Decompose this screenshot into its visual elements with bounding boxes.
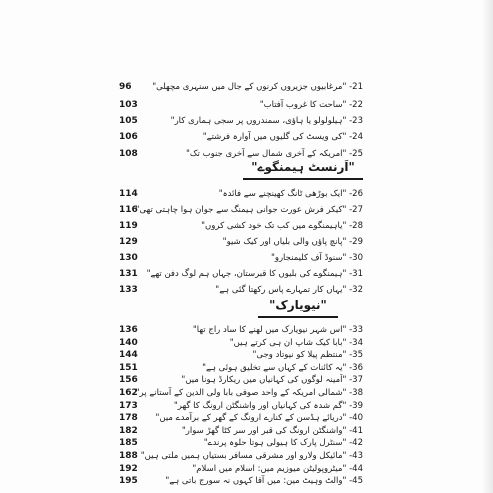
page-number: 195 [119, 476, 138, 487]
page-number: 188 [119, 451, 138, 461]
toc-entry [0, 98, 493, 112]
page-number: 105 [119, 116, 138, 126]
toc-entry [0, 475, 493, 487]
toc-entry [0, 374, 493, 386]
entry-title: 31- "ہیمنگوے کی بلیوں کا قبرستان، جہاں ہم لوگ دفن تھے" [146, 269, 363, 279]
toc-entry [0, 362, 493, 374]
toc-entry [0, 400, 493, 412]
entry-title: 26- "ایک بوڑھی ٹانگ کھینچنے سے فائدہ" [218, 189, 363, 199]
toc-entry [0, 235, 493, 249]
page-number: 130 [119, 253, 138, 263]
entry-title: 44- "میٹروپولیٹن میوزیم میں: اسلام میں اسلام" [192, 463, 363, 474]
entry-title: 36- "یہ کائنات کے کہاں سے تخلیق ہوئی ہے" [202, 362, 363, 373]
page-number: 119 [119, 221, 138, 231]
toc-entry [0, 147, 493, 161]
heading-underline [243, 178, 363, 180]
heading-underline [258, 316, 338, 318]
entry-title: 32- "یہاں کار تمہارے پاس رکھتا گئی ہے" [215, 285, 363, 295]
page-number: 133 [119, 285, 138, 295]
page-number: 116 [119, 205, 138, 215]
toc-entry [0, 437, 493, 449]
toc-entry [0, 337, 493, 349]
entry-title: 23- "ہیلولولو یا ہاؤی، سمندروں پر سجی ہماری کار" [170, 116, 363, 126]
entry-title: 21- "مرغابیوں جزیروں کرنوں کے جال میں سنہری مچھلی" [152, 82, 363, 92]
page-number: 108 [119, 149, 138, 159]
entry-title: 39- "گم شدہ کی کہانیاں اور واشنگٹن ارونگ کا گھر" [173, 400, 363, 411]
toc-entry [0, 324, 493, 336]
entry-title: 22- "ساحت کا غروب آفتاب" [259, 100, 363, 110]
page-number: 178 [119, 413, 138, 424]
section-heading: "اَرنسٹ ہیمنگوے" [251, 160, 355, 174]
page-number: 144 [119, 350, 138, 361]
entry-title: 24- "کی ویسٹ کی گلیوں میں آوارہ فرشتے" [202, 132, 363, 142]
entry-title: 37- "اَمینہ لوگوں کی کہانیاں میں ریکارڈ ہونا میں" [181, 375, 363, 386]
page-number: 140 [119, 337, 138, 348]
page-number: 173 [119, 400, 138, 411]
toc-entry [0, 283, 493, 297]
page-number: 162 [119, 388, 138, 398]
entry-title: 28- "یاہیمنگوے میں کب تک خود کشی کروں" [201, 221, 363, 231]
toc-entry [0, 425, 493, 437]
entry-title: 33- "اس شہر نیویارک میں لھنے کا ساد راج تھا" [192, 325, 363, 335]
toc-entry [0, 130, 493, 144]
entry-title: 38- "شمالی امریکہ کے واحد صوفی بابا ولی الدین کے آستانے پر" [135, 388, 363, 398]
entry-title: 30- "سنوڈ آف کلیمنجارو" [270, 253, 363, 263]
toc-entry [0, 463, 493, 475]
toc-entry [0, 412, 493, 424]
toc-entry [0, 387, 493, 399]
toc-entry [0, 187, 493, 201]
entry-title: 29- "پانچ پاؤں والی بلیاں اور کیک شیو" [222, 237, 363, 247]
entry-title: 35- "منتظم پیلا کو نیوتاد وجی" [252, 350, 363, 361]
entry-title: 34- "بابا کیک شاپ ان ہی کرتے ہیں" [229, 337, 363, 348]
toc-entry [0, 450, 493, 462]
page-number: 151 [119, 362, 138, 373]
entry-title: 25- "امریکہ کے آخری شمال سے آخری جنوب تک" [185, 149, 363, 159]
page-number: 136 [119, 325, 138, 335]
entry-title: 41- "واشنگٹن ارونگ کی قبر اور سر کٹا گھڑ سوار" [181, 425, 363, 436]
page-number: 129 [119, 237, 138, 247]
page-number: 103 [119, 100, 138, 110]
toc-entry [0, 203, 493, 217]
toc-entry [0, 251, 493, 265]
page-number: 114 [119, 189, 138, 199]
entry-title: 42- "سنٹرل پارک کا ہیولی ہوتا حلوہ پرندے" [203, 438, 363, 449]
page-number: 131 [119, 269, 138, 279]
page-number: 156 [119, 375, 138, 386]
entry-title: 43- "مائیکل ولارو اور مشرقی مسافر بستیاں ہمیں ملتی ہیں" [140, 451, 363, 461]
entry-title: 40- "دریائے ہڈسن کے کنارے ارونگ کے گھر کے برآمدے میں" [155, 413, 363, 424]
entry-title: 45- "والٹ وہیٹ مین: میں آقا کہوں نہ سورج باتی ہے" [165, 476, 363, 487]
entry-title: 27- "کیکر فرش عورت جوانی ہیمنگ سے جوان ہوا چاہتی تھی" [135, 205, 363, 215]
toc-entry [0, 114, 493, 128]
toc-entry [0, 219, 493, 233]
toc-entry [0, 267, 493, 281]
page-number: 96 [119, 82, 132, 92]
toc-entry [0, 349, 493, 361]
toc-entry [0, 80, 493, 94]
section-heading: "نیویارک" [269, 298, 327, 312]
page-number: 192 [119, 463, 138, 474]
page-number: 185 [119, 438, 138, 449]
page-number: 106 [119, 132, 138, 142]
page-number: 182 [119, 425, 138, 436]
